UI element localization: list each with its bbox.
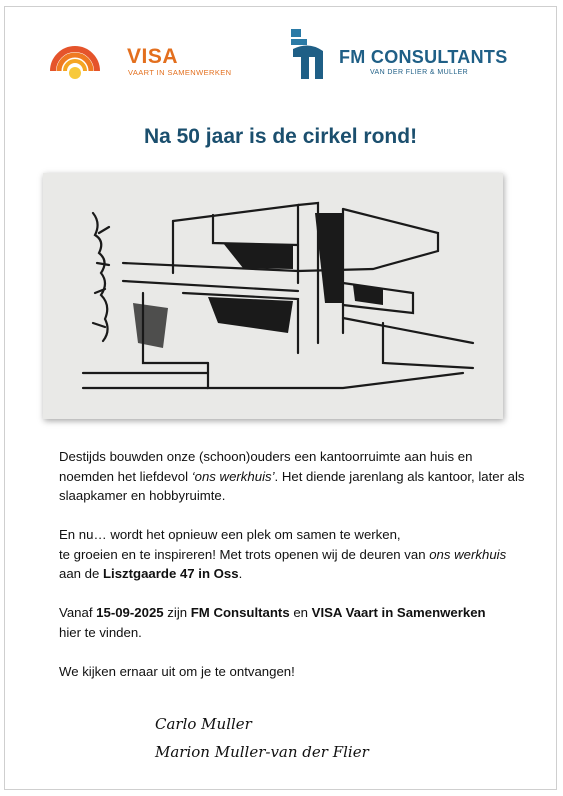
paragraph-announcement: En nu… wordt het opnieuw een plek om samen te werken, te groeien en te inspireren! Met trots openen wij de deuren van ons werkhuis aan de Lisztgaarde 47 in Oss. [59,527,507,581]
visa-logo [49,33,259,83]
visa-wordmark: VISA [127,45,179,68]
fm-consultants-logo [287,27,527,87]
fm-tagline: VAN DER FLIER & MULLER [370,69,469,76]
visa-sun-icon [49,33,101,83]
building-sketch-image [43,173,503,419]
headline: Na 50 jaar is de cirkel rond! [143,125,418,148]
ons-werkhuis-quote: ‘ons werkhuis’ [191,468,275,484]
flyer-page [4,6,557,790]
signature-carlo: Carlo Muller [155,715,252,733]
fm-mark-icon [287,27,331,83]
fm-wordmark: FM CONSULTANTS [339,47,508,67]
address: Lisztgaarde 47 in Oss [103,566,239,581]
paragraph-date: Vanaf 15-09-2025 zijn FM Consultants en VISA Vaart in Samenwerken hier te vinden. [59,605,486,640]
visa-tagline: VAART IN SAMENWERKEN [128,68,232,77]
signature-marion: Marion Muller-van der Flier [155,743,369,761]
paragraph-history: Destijds bouwden onze (schoon)ouders een kantoorruimte aan huis en noemden het liefdevol ‘ons werkhuis’. Het diende jarenlang als kantoor, later als slaapkamer en hobbyruimte. [59,449,525,503]
opening-date: 15-09-2025 [96,605,164,620]
paragraph-closing: We kijken ernaar uit om je te ontvangen! [59,663,295,679]
letter-body [59,447,529,701]
